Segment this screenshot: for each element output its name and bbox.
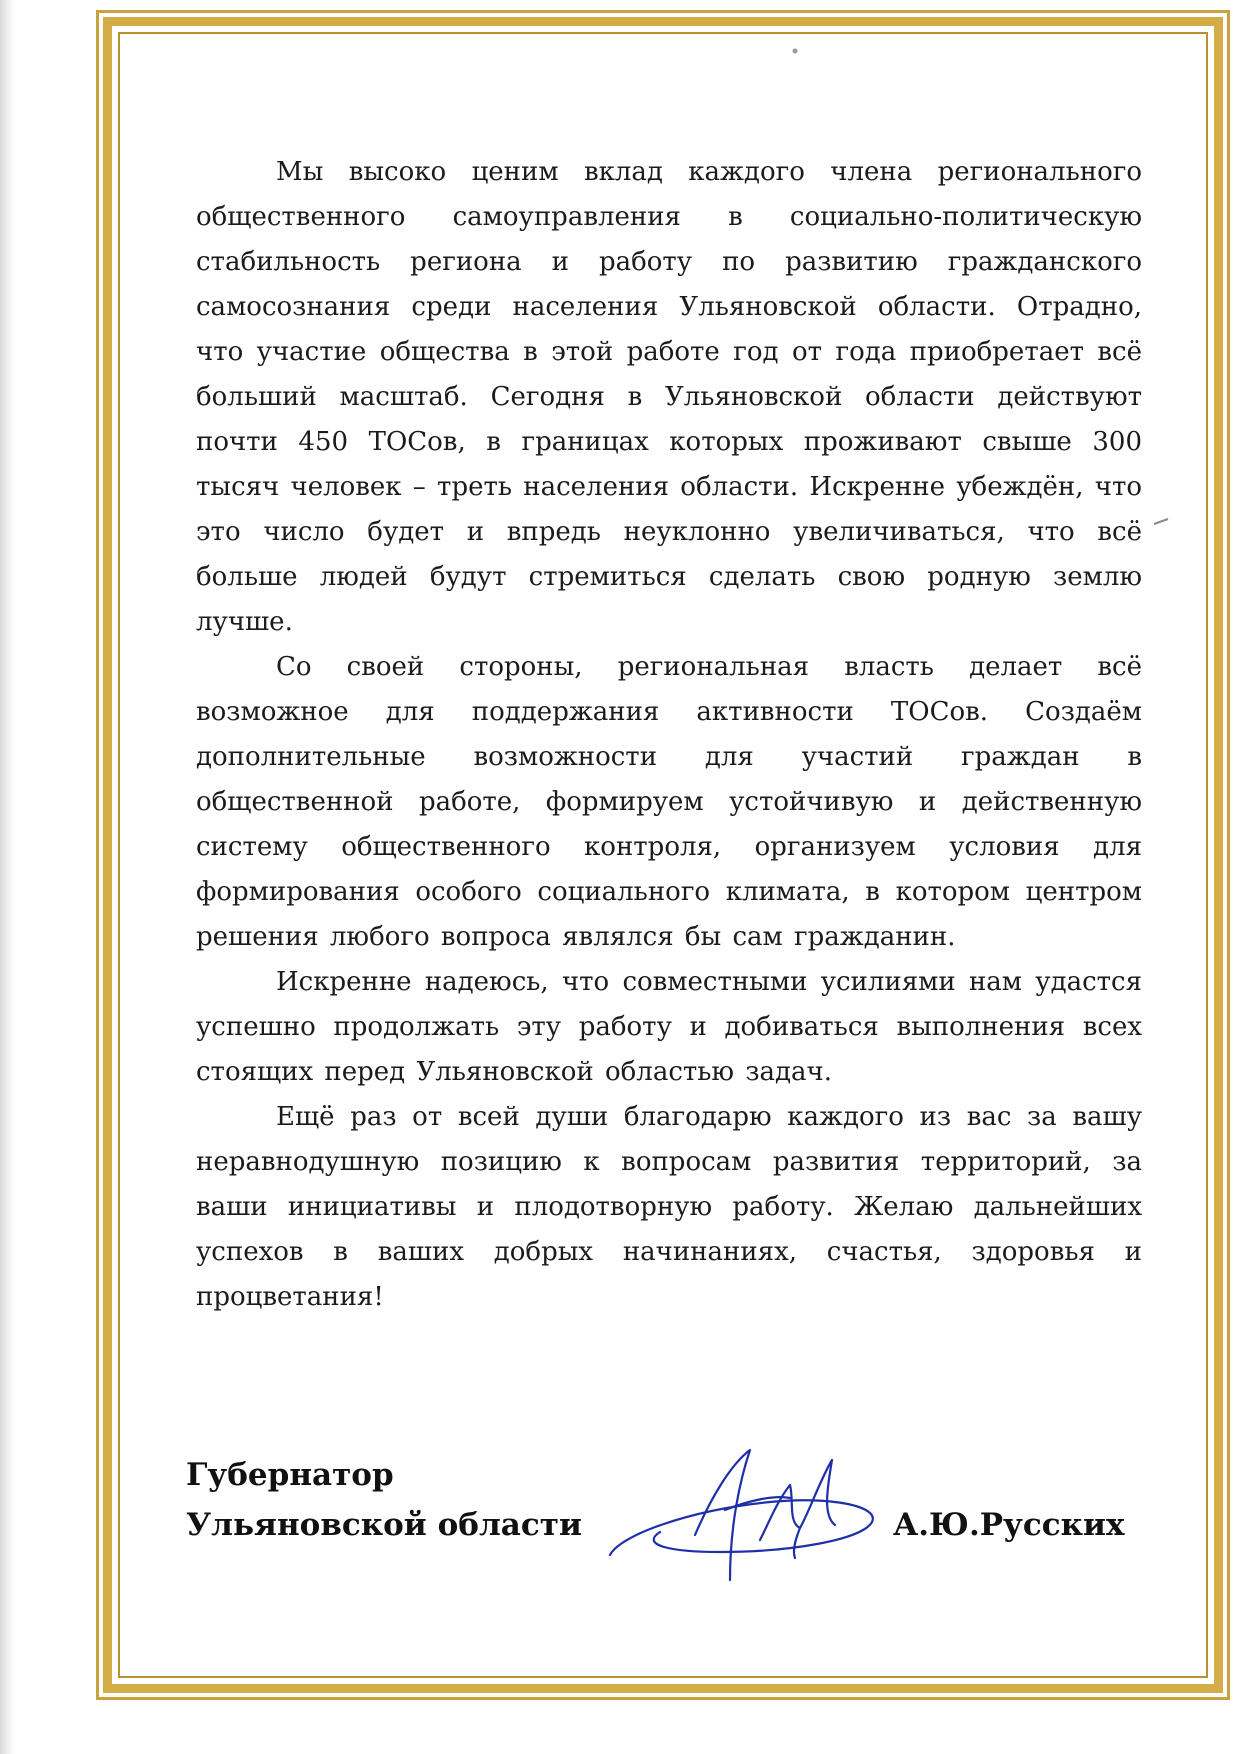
letter-paragraph-3: Искренне надеюсь, что совместными усилиями нам удастся успешно продолжать эту работу и добиваться выполнения всех стоящих перед Ульяновской областью задач. [196,967,1142,1087]
signatory-title [186,1450,582,1550]
signatory-name: А.Ю.Русских [893,1507,1125,1543]
signatory-title-line-1: Губернатор [186,1457,394,1493]
scan-speck [1152,516,1172,528]
signatory-title-line-2: Ульяновской области [186,1507,582,1543]
letter-paragraph-1: Мы высоко ценим вклад каждого члена регионального общественного самоуправления в социально-политическую стабильность региона и работу по развитию гражданского самосознания среди населения Ульяновской области. Отрадно, что участие общества в этой работе год от года приобретает всё больший масштаб. Сегодня в Ульяновской области действуют почти 450 ТОСов, в границах которых проживают свыше 300 тысяч человек – треть населения области. Искренне убеждён, что это число будет и впредь неуклонно увеличиваться, что всё больше людей будут стремиться сделать свою родную землю лучше. [196,157,1142,637]
letter-paragraph-2: Со своей стороны, региональная власть делает всё возможное для поддержания активности ТОСов. Создаём дополнительные возможности для участий граждан в общественной работе, формируем устойчивую и действенную систему общественного контроля, организуем условия для формирования особого социального климата, в котором центром решения любого вопроса являлся бы сам гражданин. [196,652,1142,952]
scan-speck [790,46,800,56]
scan-edge-shadow [0,0,14,1754]
letter-paragraph-4: Ещё раз от всей души благодарю каждого из вас за вашу неравнодушную позицию к вопросам развития территорий, за ваши инициативы и плодотворную работу. Желаю дальнейших успехов в ваших добрых начинаниях, счастья, здоровья и процветания! [196,1102,1142,1312]
letter-body [196,150,1142,1320]
handwritten-signature [600,1440,890,1590]
